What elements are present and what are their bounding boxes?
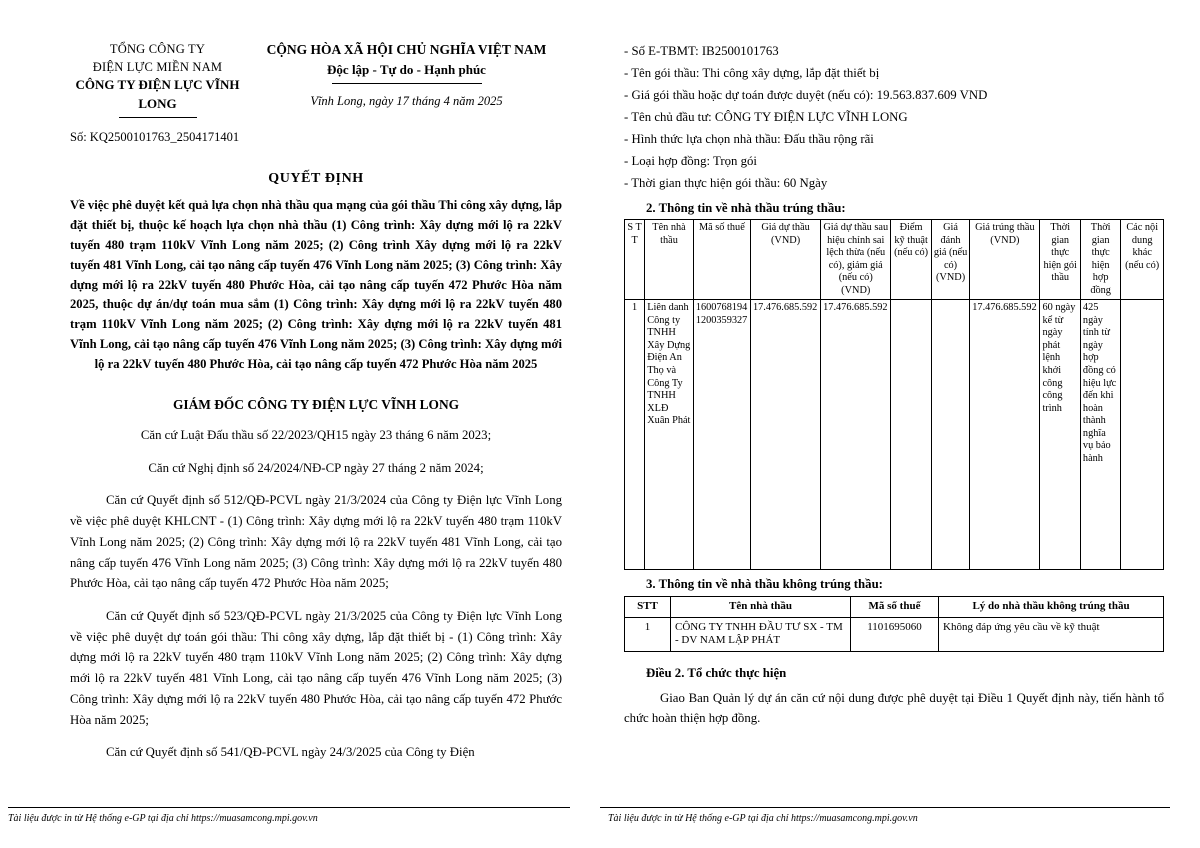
col-corrected-bid-price: Giá dự thầu sau hiệu chỉnh sai lệch thừa (nếu có), giảm giá (nếu có) (VND) (821, 220, 891, 300)
col-loser-stt: STT (625, 597, 671, 617)
cell-evaluated-price (931, 300, 969, 570)
footer-note-left: Tài liệu được in từ Hệ thống e-GP tại địa chỉ https://muasamcong.mpi.gov.vn (8, 813, 318, 824)
place-and-date: Vĩnh Long, ngày 17 tháng 4 năm 2025 (310, 93, 503, 108)
section-3-title: 3. Thông tin về nhà thầu không trúng thầu: (646, 577, 883, 592)
info-line-duration: - Thời gian thực hiện gói thầu: 60 Ngày (624, 176, 828, 190)
section-2-title: 2. Thông tin về nhà thầu trúng thầu: (646, 201, 846, 215)
footer-note-right: Tài liệu được in từ Hệ thống e-GP tại địa chỉ https://muasamcong.mpi.gov.vn (608, 813, 918, 824)
cell-bidder-name: Liên danh Công ty TNHH Xây Dựng Điện An Thọ và Công Ty TNHH XLĐ Xuân Phát (645, 300, 694, 570)
cell-loser-tax-code: 1101695060 (851, 617, 939, 651)
col-contract-duration: Thời gian thực hiện hợp đồng (1080, 220, 1120, 300)
cell-technical-score (891, 300, 931, 570)
article-2-title: Điều 2. Tổ chức thực hiện (646, 665, 787, 680)
national-title: CỘNG HÒA XÃ HỘI CHỦ NGHĨA VIỆT NAM (266, 42, 547, 57)
org-line-1: TỔNG CÔNG TY (109, 42, 206, 56)
cell-loser-stt: 1 (625, 617, 671, 651)
info-line-contract-type: - Loại hợp đồng: Trọn gói (624, 154, 757, 168)
org-line-3: CÔNG TY ĐIỆN LỰC VĨNH LONG (75, 77, 240, 112)
issuing-authority: GIÁM ĐỐC CÔNG TY ĐIỆN LỰC VĨNH LONG (172, 396, 460, 412)
col-winning-price: Giá trúng thầu (VND) (970, 220, 1040, 300)
col-stt: S T T (625, 220, 645, 300)
info-line-package-price: - Giá gói thầu hoặc dự toán được duyệt (nếu có): 19.563.837.609 VND (624, 88, 988, 102)
decision-heading: QUYẾT ĐỊNH (268, 170, 364, 186)
col-technical-score: Điểm kỹ thuật (nếu có) (891, 220, 931, 300)
table-row (625, 617, 1164, 651)
cell-tax-code: 1600768194 1200359327 (693, 300, 750, 570)
decision-subheading: Về việc phê duyệt kết quả lựa chọn nhà thầu qua mạng của gói thầu Thi công xây dựng, lắp đặt thiết bị, thuộc kế hoạch lựa chọn nhà thầu (1) Công trình: Xây dựng mới lộ ra 22kV tuyến 480 trạm 110kV Vĩnh Long năm 2025; (2) Công trình Xây dựng mới lộ ra 22kV tuyến 481 Vĩnh Long, cải tạo nâng cấp tuyến 476 Vĩnh Long năm 2025; (3) Công trình: Xây dựng mới lộ ra 22kV tuyến 480 Phước Hòa, cải tạo nâng cấp tuyến 472 Phước Hòa năm 2025, thuộc dự án/dự toán mua sắm (1) Công trình: Xây dựng mới lộ ra 22kV tuyến 480 trạm 110kV Vĩnh Long năm 2025; (2) Công trình: Xây dựng mới lộ ra 22kV tuyến 481 Vĩnh Long, cải tạo nâng cấp tuyến 476 Vĩnh Long năm 2025; (3) Công trình: Xây dựng mới lộ ra 22kV tuyến 480 Phước Hòa, cải tạo nâng cấp tuyến 472 Phước Hòa năm 2025 (70, 197, 562, 372)
losing-bidder-table (624, 596, 1164, 651)
col-other-content: Các nội dung khác (nếu có) (1121, 220, 1164, 300)
article-2-body: Giao Ban Quản lý dự án căn cứ nội dung được phê duyệt tại Điều 1 Quyết định này, tiến hành tổ chức hoàn thiện hợp đồng. (624, 690, 1164, 726)
info-line-investor: - Tên chủ đầu tư: CÔNG TY ĐIỆN LỰC VĨNH LONG (624, 110, 908, 124)
cell-loser-name: CÔNG TY TNHH ĐẦU TƯ SX - TM - DV NAM LẬP PHÁT (671, 617, 851, 651)
info-line-package-name: - Tên gói thầu: Thi công xây dựng, lắp đặt thiết bị (624, 66, 880, 80)
cell-corrected-bid-price: 17.476.685.592 (821, 300, 891, 570)
header-divider-left (119, 117, 197, 118)
col-tax-code: Mã số thuế (693, 220, 750, 300)
cell-other-content (1121, 300, 1164, 570)
col-package-duration: Thời gian thực hiện gói thầu (1040, 220, 1080, 300)
bid-package-info (624, 40, 1164, 194)
cell-winning-price: 17.476.685.592 (970, 300, 1040, 570)
legal-basis-5: Căn cứ Quyết định số 541/QĐ-PCVL ngày 24/3/2025 của Công ty Điện (106, 745, 475, 760)
info-line-selection-method: - Hình thức lựa chọn nhà thầu: Đấu thầu rộng rãi (624, 132, 874, 146)
table-row (625, 300, 1164, 570)
col-loser-reason: Lý do nhà thầu không trúng thầu (939, 597, 1164, 617)
issuing-organization (70, 40, 245, 118)
col-loser-name: Tên nhà thầu (671, 597, 851, 617)
legal-basis-2: Căn cứ Nghị định số 24/2024/NĐ-CP ngày 27 tháng 2 năm 2024; (148, 460, 484, 475)
winning-table-header-row (625, 220, 1164, 300)
header-divider-right (332, 83, 482, 84)
document-number: Số: KQ2500101763_2504171401 (70, 129, 240, 144)
cell-package-duration: 60 ngày kể từ ngày phát lệnh khởi công công trình (1040, 300, 1080, 570)
title-block (70, 171, 562, 375)
legal-basis-1: Căn cứ Luật Đấu thầu số 22/2023/QH15 ngày 23 tháng 6 năm 2023; (140, 427, 492, 442)
losing-table-header-row (625, 597, 1164, 617)
cell-loser-reason: Không đáp ứng yêu cầu về kỹ thuật (939, 617, 1164, 651)
legal-basis-4: Căn cứ Quyết định số 523/QĐ-PCVL ngày 21/3/2025 của Công ty Điện lực Vĩnh Long về việc phê duyệt dự toán gói thầu: Thi công xây dựng, lắp đặt thiết bị - (1) Công trình: Xây dựng mới lộ ra 22kV tuyến 480 trạm 110kV Vĩnh Long năm 2025; (2) Công trình: Xây dựng mới lộ ra 22kV tuyến 481 Vĩnh Long, cải tạo nâng cấp tuyến 476 Vĩnh Long năm 2025; (3) Công trình: Xây dựng mới lộ ra 22kV tuyến 480 Phước Hòa, cải tạo nâng cấp tuyến 472 Phước Hòa năm 2025; (70, 608, 562, 727)
national-heading (245, 40, 562, 111)
col-bidder-name: Tên nhà thầu (645, 220, 694, 300)
cell-stt: 1 (625, 300, 645, 570)
document-header (70, 40, 562, 118)
org-line-2: ĐIỆN LỰC MIỀN NAM (92, 60, 223, 75)
footer-divider-left (8, 807, 570, 808)
col-loser-tax-code: Mã số thuế (851, 597, 939, 617)
legal-basis-3: Căn cứ Quyết định số 512/QĐ-PCVL ngày 21/3/2024 của Công ty Điện lực Vĩnh Long về việc phê duyệt KHLCNT - (1) Công trình: Xây dựng mới lộ ra 22kV tuyến 480 trạm 110kV Vĩnh Long năm 2025; (2) Công trình: Xây dựng mới lộ ra 22kV tuyến 481 Vĩnh Long, cải tạo nâng cấp tuyến 476 Vĩnh Long năm 2025; (3) Công trình: Xây dựng mới lộ ra 22kV tuyến 480 Phước Hòa, cải tạo nâng cấp tuyến 472 Phước Hòa năm 2025; (70, 493, 562, 591)
right-column (600, 0, 1200, 848)
national-motto: Độc lập - Tự do - Hạnh phúc (327, 62, 486, 78)
footer-divider-right (600, 807, 1170, 808)
info-line-e-tbmt: - Số E-TBMT: IB2500101763 (624, 44, 779, 58)
cell-contract-duration: 425 ngày tính từ ngày hợp đồng có hiệu lực đến khi hoàn thành nghĩa vụ bảo hành (1080, 300, 1120, 570)
cell-bid-price: 17.476.685.592 (750, 300, 820, 570)
col-evaluated-price: Giá đánh giá (nếu có) (VND) (931, 220, 969, 300)
col-bid-price: Giá dự thầu (VND) (750, 220, 820, 300)
winning-bidder-table (624, 219, 1164, 570)
